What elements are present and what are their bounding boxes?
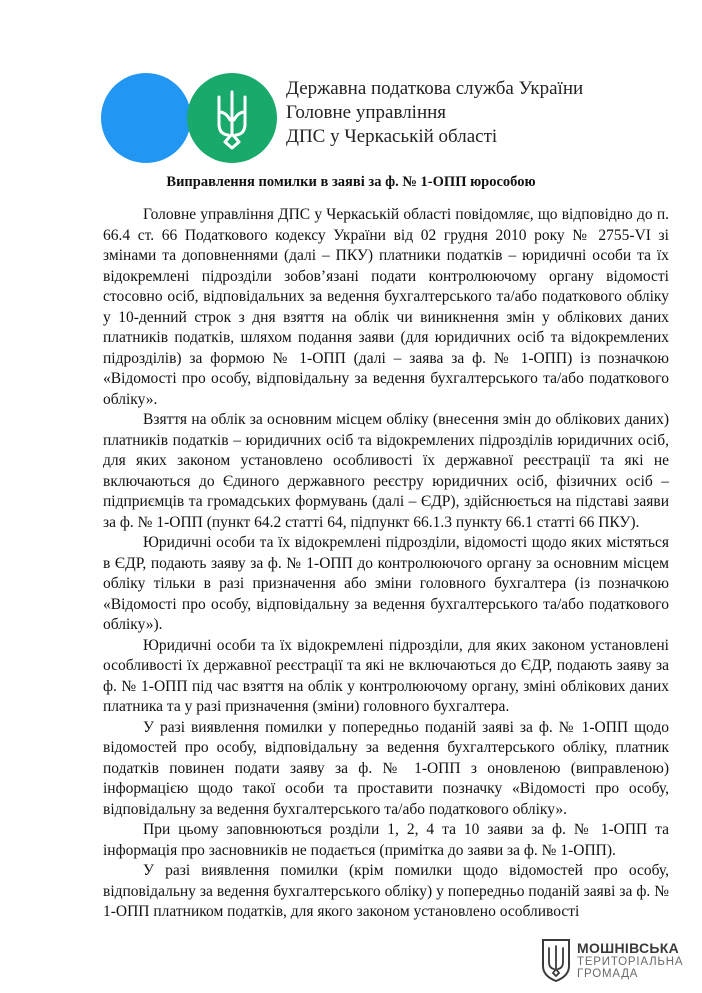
- org-line-3: ДПС у Черкаській області: [286, 126, 498, 147]
- org-line-2: Головне управління: [286, 102, 447, 123]
- brand-line-3: ГРОМАДА: [577, 968, 639, 980]
- dps-logo: [100, 72, 278, 164]
- document-title: Виправлення помилки в заяві за ф. № 1-ОПП юрособою: [166, 174, 536, 190]
- coat-of-arms-icon: [540, 938, 572, 982]
- paragraph-1: Головне управління ДПС у Черкаській області повідомляє, що відповідно до п. 66.4 ст. 66 Податкового кодексу України від 02 грудня 2010 року № 2755-VI зі змінами та доповненнями (далі – ПКУ) платники податків – юридичні особи та їх відокремлені підрозділи зобов’язані подати контролюючому органу відомості стосовно осіб, відповідальних за ведення бухгалтерського та/або податкового обліку у 10-денний строк з дня взяття на облік чи виникнення змін у облікових даних платників податків, шляхом подання заяви (для юридичних осіб та відокремлених підрозділів) за формою № 1-ОПП (далі – заява за ф. № 1-ОПП) із позначкою «Відомості про особу, відповідальну за ведення бухгалтерського та/або податкового обліку».: [103, 206, 669, 408]
- org-line-1: Державна податкова служба України: [286, 78, 584, 99]
- paragraph-6: При цьому заповнюються розділи 1, 2, 4 та 10 заяви за ф. № 1-ОПП та інформація про засновників не подається (примітка до заяви за ф. № 1-ОПП).: [103, 821, 669, 859]
- community-brand-logo: [540, 938, 690, 984]
- paragraph-5: У разі виявлення помилки у попередньо поданій заяві за ф. № 1-ОПП щодо відомостей про особу, відповідальну за ведення бухгалтерського обліку, платник податків повинен подати заяву за ф. № 1-ОПП з оновленою (виправленою) інформацією щодо такої особи та проставити позначку «Відомості про особу, відповідальну за ведення бухгалтерського та/або податкового обліку».: [103, 718, 669, 818]
- paragraph-2: Взяття на облік за основним місцем обліку (внесення змін до облікових даних) платників податків – юридичних осіб та відокремлених підрозділів юридичних осіб, для яких законом установлено особливості їх державної реєстрації та які не включаються до Єдиного державного реєстру юридичних осіб, фізичних осіб – підприємців та громадських формувань (далі – ЄДР), здійснюється на підставі заяви за ф. № 1-ОПП (пункт 64.2 статті 64, підпункт 66.1.3 пункту 66.1 статті 66 ПКУ).: [103, 411, 669, 531]
- brand-line-1: МОШНІВСЬКА: [577, 940, 680, 956]
- organization-name: [286, 77, 583, 149]
- brand-line-2: ТЕРИТОРІАЛЬНА: [577, 956, 684, 968]
- paragraph-4: Юридичні особи та їх відокремлені підрозділи, для яких законом установлені особливості їх державної реєстрації та які не включаються до ЄДР, подають заяву за ф. № 1-ОПП під час взяття на облік у контролюючому органу, зміні облікових даних платника та у разі призначення (зміни) головного бухгалтера.: [103, 636, 669, 715]
- paragraph-7: У разі виявлення помилки (крім помилки щодо відомостей про особу, відповідальну за ведення бухгалтерського обліку) у попередньо поданій заяві за ф. № 1-ОПП платником податків, для якого законом установлено особливості: [103, 862, 669, 920]
- paragraph-3: Юридичні особи та їх відокремлені підрозділи, відомості щодо яких містяться в ЄДР, подають заяву за ф. № 1-ОПП до контролюючого органу за основним місцем обліку тільки в разі призначення або зміни головного бухгалтера (із позначкою «Відомості про особу, відповідальну за ведення бухгалтерського та/або податкового обліку»).: [103, 534, 669, 633]
- logo-blue-circle: [101, 73, 191, 163]
- community-brand-text: [577, 941, 683, 980]
- document-body: [103, 205, 669, 923]
